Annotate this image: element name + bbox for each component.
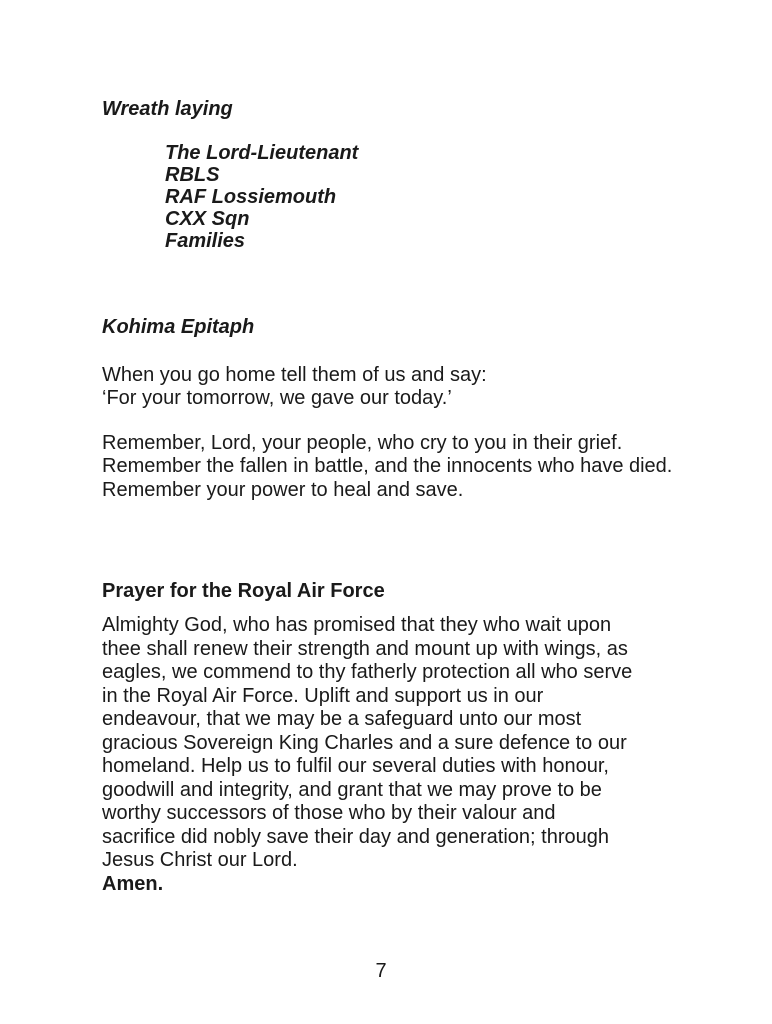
prayer-line: eagles, we commend to thy fatherly protection all who serve <box>102 661 633 683</box>
wreath-laying-heading: Wreath laying <box>102 98 233 120</box>
response-line: Remember your power to heal and save. <box>102 478 464 501</box>
raf-prayer-heading: Prayer for the Royal Air Force <box>102 580 385 602</box>
wreath-list-item: The Lord-Lieutenant <box>165 142 359 164</box>
prayer-line: homeland. Help us to fulfil our several duties with honour, <box>102 755 609 777</box>
amen-line: Amen. <box>102 872 164 895</box>
prayer-line: Jesus Christ our Lord. <box>102 849 298 871</box>
prayer-line: gracious Sovereign King Charles and a sure defence to our <box>102 731 627 754</box>
response-line: Remember the fallen in battle, and the innocents who have died. <box>102 455 673 478</box>
wreath-list-item: RBLS <box>165 164 220 186</box>
prayer-line: Almighty God, who has promised that they who wait upon <box>102 614 612 636</box>
prayer-line: goodwill and integrity, and grant that we may prove to be <box>102 778 602 801</box>
prayer-line: worthy successors of those who by their valour and <box>102 802 556 824</box>
kohima-epitaph-heading: Kohima Epitaph <box>102 316 255 338</box>
epitaph-line: When you go home tell them of us and say: <box>102 364 487 386</box>
prayer-line: thee shall renew their strength and mount up with wings, as <box>102 637 628 660</box>
raf-prayer-text <box>102 614 632 896</box>
wreath-list-item: Families <box>165 230 246 252</box>
wreath-list-item: CXX Sqn <box>165 208 250 230</box>
page-number: 7 <box>375 960 387 982</box>
wreath-list-item: RAF Lossiemouth <box>165 186 337 208</box>
epitaph-line: ‘For your tomorrow, we gave our today.’ <box>102 387 452 410</box>
prayer-line: in the Royal Air Force. Uplift and support us in our <box>102 684 544 707</box>
prayer-line: sacrifice did nobly save their day and generation; through <box>102 825 609 848</box>
kohima-epitaph-text <box>102 364 487 411</box>
response-line: Remember, Lord, your people, who cry to you in their grief. <box>102 432 623 454</box>
wreath-laying-list <box>165 142 358 252</box>
remembrance-response-text <box>102 432 672 502</box>
prayer-line: endeavour, that we may be a safeguard unto our most <box>102 708 582 730</box>
